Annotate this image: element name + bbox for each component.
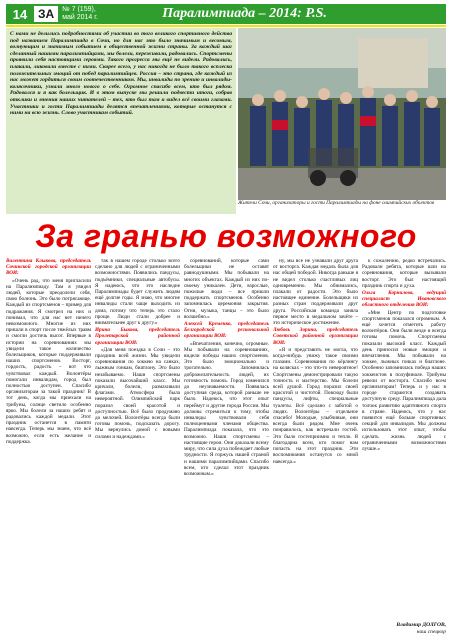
column-1-lead: Валентина Клыкова, председатель Сочинской городской организации ВОИ:: [6, 258, 91, 277]
column-2-text-2: «Для меня поездка в Сочи – это праздник всей жизни. Мы увидели соревнования по хоккею на санках, лыжным гонкам, биатлону. Это было незабываемо. Наши спортсмены показали высочайший класс. Мы кричали, болели, размахивали флагами. Атмосфера была невероятной. Олимпийский парк поразил своей красотой и доступностью. Всё было продумано до мелочей. Волонтёры всегда были готовы помочь, подсказать дорогу. Мы вернулись домой с новыми силами и надеждами.»: [95, 346, 180, 440]
column-5-text-2: «Мне Центр по подготовке спортсменов показался огромным. А ещё хочется отметить работу волонтёров. Они были везде и всегда готовы помочь. Спортсмены показали высокий класс. Каждый день приносил новые эмоции и впечатления. Мы побывали на хоккее, лыжных гонках и биатлоне. Особенно запомнилась победа наших хоккеистов в полуфинале. Трибуны ревели от восторга. Спасибо всем организаторам! Теперь и у нас в городе стараются создавать доступную среду. Паралимпиада дала толчок развитию адаптивного спорта в стране. Надеюсь, что у нас появится ещё больше спортивных секций для инвалидов. Мы должны использовать этот опыт, чтобы сделать жизнь людей с ограниченными возможностями лучше.»: [362, 309, 446, 453]
column-4-text: ну, мы все не узнавали друг друга от восторга. Каждая медаль была для нас общей победой. Никогда раньше я не видел столько счастливых лиц одновременно. Мы обнимались, плакали от радости. Это было настоящее единение. Болельщики из разных стран поддерживали друг друга. Российская команда заняла первое место в медальном зачёте – это историческое достижение.: [273, 258, 358, 327]
header-rule: [6, 25, 446, 27]
column-5-text: к сожалению, редко встречались. Радовали ребята, которые шли на соревнования, которые вызывали восторг. Это был настоящий праздник спорта и духа.: [362, 258, 446, 289]
article-column-3: [184, 258, 269, 624]
issue-date: май 2014 г.: [62, 14, 98, 21]
author-role: наш спецкор: [416, 628, 446, 635]
article-column-5: [362, 258, 446, 624]
page-header: [6, 4, 446, 24]
issue-info: [62, 6, 122, 22]
author-name: Владимир ДОЛГОВ,: [396, 622, 446, 628]
article-column-1: [6, 258, 91, 624]
column-2-lead: Ирина Быкова, председатель Пролетарской районной организации ВОИ:: [95, 327, 180, 346]
column-4-text-2: «Я и представить не могла, что когда-нибудь увижу такое своими глазами. Соревнования по кёрлингу на колясках – это что-то невероятное! Спортсмены демонстрировали такую точность и мастерство. Мы болели всей душой. Город поразил своей красотой и чистотой. Повсюду были пандусы, лифты, специальные туалеты. Всё сделано с заботой о людях. Волонтёры – отдельное спасибо! Молодые, улыбчивые, они всегда были рядом. Мне очень понравилось, как встречали гостей. Это было гостеприимно и тепло. Я благодарна всем, кто помог нам попасть на этот праздник. Эти воспоминания останутся со мной навсегда.»: [273, 346, 358, 465]
column-3-lead: Алексей Кременко, председатель Белгородской региональной организации ВОИ:: [184, 321, 269, 340]
logo-text: ЗА: [38, 7, 55, 21]
column-3-text-2: «Впечатления, конечно, огромные. Мы побывали на соревнованиях, видели победы наших спортсменов. Это было эмоционально и трогательно. Запомнилась доброжелательность людей, их готовность помочь. Город изменился до неузнаваемости. Появилась доступная среда, которой раньше не было. Надеюсь, что этот опыт переймут и другие города России. Мы должны стремиться к тому, чтобы инвалиды чувствовали себя полноценными членами общества. Паралимпиада показала, что это возможно. Наши спортсмены – настоящие герои. Они доказали всему миру, что сила духа побеждает любые трудности. Я горжусь нашей страной и нашими паралимпийцами. Спасибо всем, кто сделал этот праздник возможным.»: [184, 340, 269, 477]
column-2-text: так в нашем городе столько всего сделано для людей с ограниченными возможностями. Появились пандусы, подъёмники, специальные автобусы. Я надеюсь, что это наследие Паралимпиады будет служить людям ещё долгие годы. Я знаю, что многие инвалиды стали чаще выходить из дома, потому что теперь это стало проще. Люди стали добрее и внимательнее друг к другу.»: [95, 258, 180, 327]
column-5-lead: Ольга Корнилова, ведущий специалист Ивановского областного отделения ВОИ:: [362, 290, 446, 309]
article-column-2: [95, 258, 180, 624]
column-3-text: соревнований, которые сами болельщики не оставят равнодушными. Мы побывали на многих объектах. Каждый из них по-своему уникален. Дети, взрослые, пожилые люди – все пришли поддержать спортсменов. Особенно запомнилась церемония закрытия. Огни, музыка, танцы – это было волшебно.»: [184, 258, 269, 320]
article-headline: За гранью возможного: [35, 218, 417, 254]
section-title: Паралимпиада – 2014: P.S.: [162, 6, 327, 21]
page-number: 14: [12, 6, 28, 22]
column-4-lead: Любовь Зорина, председатель Советской районной организации ВОИ:: [273, 327, 358, 346]
intro-text: С нами не делились подробностями об участии во того великого спортивного действа под названием Паралимпиада в Сочи, но для нас это было значимым и весомым, волнующим и значимым событием в общественной жизни страны. За каждый шаг сделанный нашими паралимпийцами, мы болели, переживали, радовались. Спортсмены проявили себя настоящими героями. Такого прогресса мы ещё не видели. Радовались, плакали, ликовали вместе с ними. Скорее всего, у нас никогда не было такого всплеска положительных эмоций от побед паралимпийцев. Россия – это страна, где каждый из нас может гордиться своим соотечественником. Мы, инвалиды по зрению и инвалиды-колясочники, узнали много нового о себе. Огромное спасибо всем, кто был рядом. Радовался и я как болельщик. И в этом выпуске мы решили подвести итоги, собрав отклики и мнения наших читателей – тех, кто был там и видел всё своими глазами. Участники и гости Паралимпиады делятся впечатлениями, которые останутся с ними на всю жизнь. Слово участникам событий.: [10, 31, 232, 117]
author-signature: [362, 622, 446, 635]
photo-caption: Жители Сочи, организаторы и гости Паралимпиады на фоне олимпийских объектов: [238, 200, 435, 206]
issue-number: № 7 (159),: [62, 6, 96, 13]
intro-box: [6, 28, 236, 214]
newspaper-logo: [34, 6, 58, 22]
group-photo: [238, 28, 446, 200]
article-column-4: [273, 258, 358, 624]
column-1-text: «Очень рад, что меня пригласили на Паралимпиаду. Там я увидел людей, которые преодолели себя, свою болезнь. Это было потрясающе. Каждый из спортсменов – пример для подражания. Я смотрел на них и понимал, что для нас нет ничего невозможного. Многие из них пришли в спорт после тяжёлых травм и смогли достичь высот. Впервые в истории на соревнованиях мы увидели такое количество болельщиков, которые поддерживали наших спортсменов. Восторг, гордость, радость – вот что чувствовал каждый. Волонтёры помогали инвалидам, город был полностью доступен. Спасибо организаторам за такой праздник! В тот день, когда мы приехали на трибуны, солнце светило особенно ярко. Мы болели за наших ребят и радовались каждой медали. Этот праздник останется в памяти навсегда. Теперь мы знаем, что всё возможно, если есть желание и поддержка.: [6, 277, 91, 445]
